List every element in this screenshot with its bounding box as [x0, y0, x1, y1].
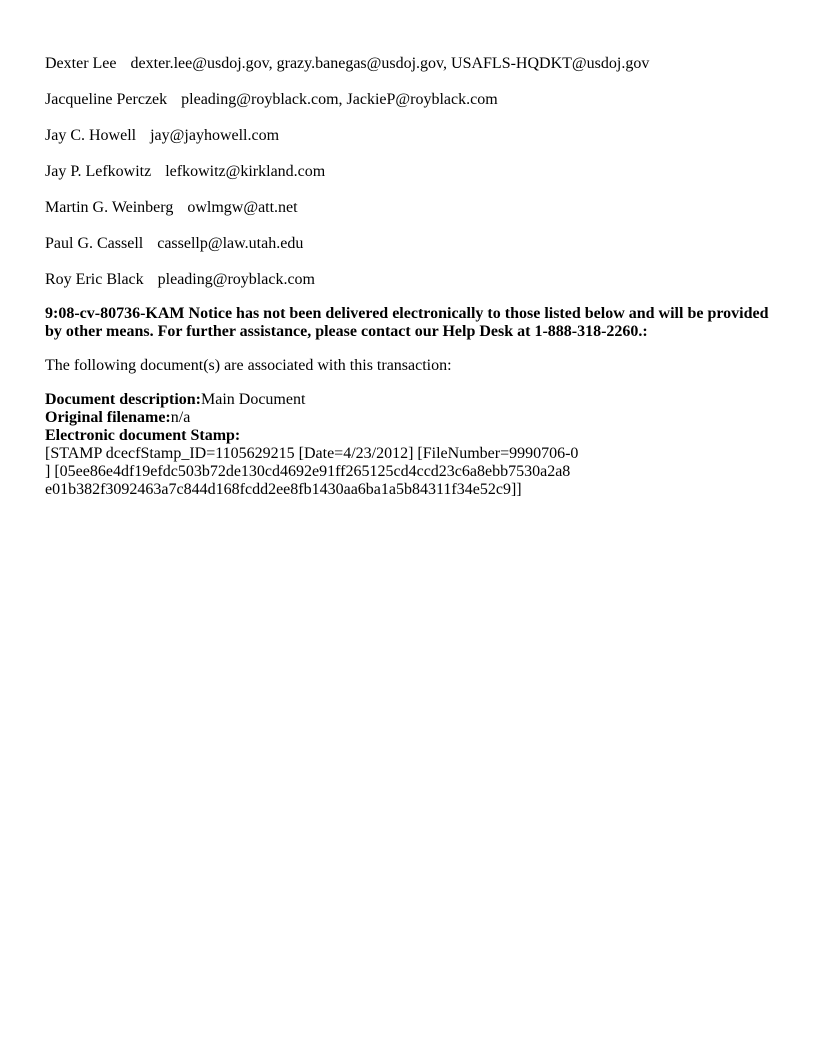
recipient-emails: owlmgw@att.net: [187, 199, 298, 216]
recipient-row: [45, 55, 780, 73]
recipient-name: Paul G. Cassell: [45, 235, 144, 252]
recipient-name: Dexter Lee: [45, 55, 117, 72]
recipient-row: [45, 271, 780, 289]
recipient-emails: dexter.lee@usdoj.gov, grazy.banegas@usdoj.gov, USAFLS-HQDKT@usdoj.gov: [130, 55, 650, 72]
recipient-row: [45, 91, 780, 109]
recipient-row: [45, 199, 780, 217]
recipient-row: [45, 235, 780, 253]
electronic-stamp-label: Electronic document Stamp:: [45, 427, 241, 444]
recipient-name: Roy Eric Black: [45, 271, 144, 288]
stamp-line: [STAMP dcecfStamp_ID=1105629215 [Date=4/23/2012] [FileNumber=9990706-0: [45, 445, 579, 462]
stamp-line: e01b382f3092463a7c844d168fcdd2ee8fb1430aa6ba1a5b84311f34e52c9]]: [45, 481, 522, 498]
document-info: [45, 391, 780, 499]
recipient-emails: pleading@royblack.com, JackieP@royblack.com: [181, 91, 498, 108]
document-page: [45, 55, 780, 499]
stamp-text: [45, 445, 780, 499]
recipient-emails: pleading@royblack.com: [157, 271, 315, 288]
original-filename-label: Original filename:: [45, 409, 171, 426]
electronic-stamp: [45, 427, 780, 445]
recipient-name: Jay P. Lefkowitz: [45, 163, 152, 180]
recipient-emails: lefkowitz@kirkland.com: [165, 163, 326, 180]
stamp-line: ] [05ee86e4df19efdc503b72de130cd4692e91ff265125cd4ccd23c6a8ebb7530a2a8: [45, 463, 571, 480]
associated-documents-text: The following document(s) are associated with this transaction:: [45, 357, 452, 374]
original-filename: [45, 409, 780, 427]
delivery-notice: 9:08-cv-80736-KAM Notice has not been delivered electronically to those listed below and will be provided by other means. For further assistance, please contact our Help Desk at 1-888-318-2260.:: [45, 305, 769, 340]
recipient-emails: cassellp@law.utah.edu: [157, 235, 304, 252]
document-description-label: Document description:: [45, 391, 201, 408]
original-filename-value: n/a: [170, 409, 191, 426]
document-description: [45, 391, 780, 409]
recipient-row: [45, 163, 780, 181]
recipient-row: [45, 127, 780, 145]
document-description-value: Main Document: [200, 391, 306, 408]
recipient-emails: jay@jayhowell.com: [150, 127, 280, 144]
recipient-name: Martin G. Weinberg: [45, 199, 174, 216]
recipient-name: Jay C. Howell: [45, 127, 137, 144]
recipient-name: Jacqueline Perczek: [45, 91, 168, 108]
